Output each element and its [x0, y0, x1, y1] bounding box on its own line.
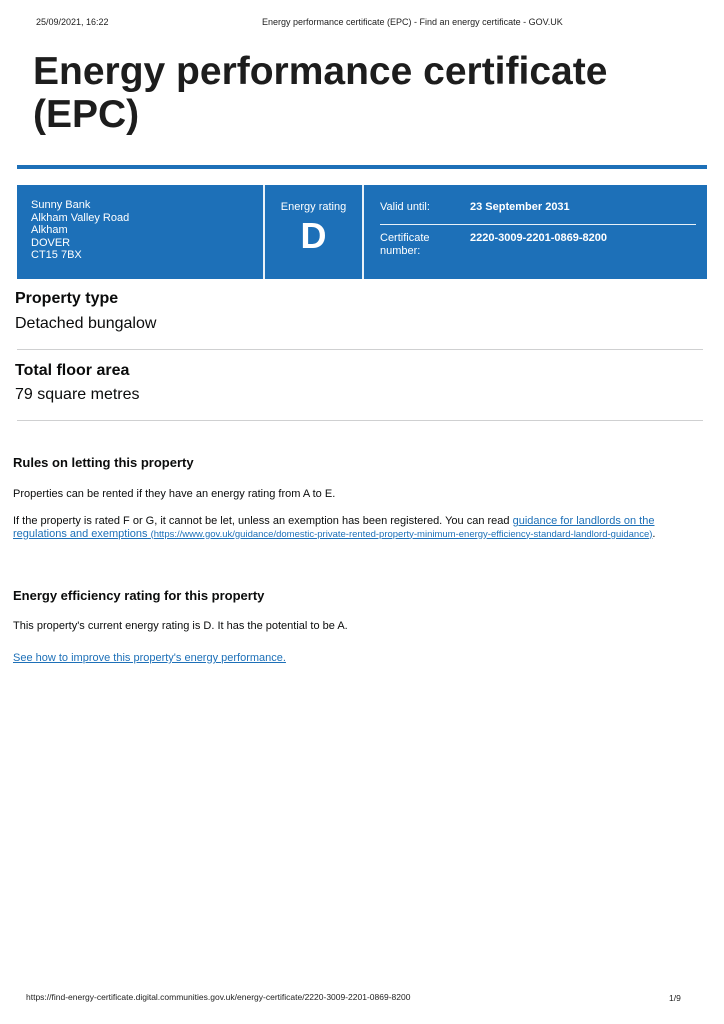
- landlord-guidance-link-url-end: guidance): [610, 528, 653, 540]
- sentence-end: .: [652, 527, 656, 540]
- certificate-number-value: 2220-3009-2201-0869-8200: [470, 232, 608, 244]
- address-line-2: Alkham Valley Road: [31, 211, 130, 224]
- valid-until-label: Valid until:: [380, 201, 430, 213]
- landlord-guidance-link-text-2: regulations and exemptions: [13, 527, 148, 540]
- details-divider: [380, 224, 696, 225]
- certificate-number-label-cont: number:: [380, 244, 421, 257]
- letting-exemptions-sentence: If the property is rated F or G, it cannot be let, unless an exemption has been registered. You can read: [13, 515, 510, 527]
- property-type-value: Detached bungalow: [15, 315, 157, 332]
- efficiency-text: This property's current energy rating is D. It has the potential to be A.: [13, 620, 348, 632]
- address-postcode: CT15 7BX: [31, 249, 82, 261]
- certificate-summary: [17, 185, 707, 279]
- address-line-1: Sunny Bank: [31, 199, 91, 211]
- address-line-4: DOVER: [31, 236, 71, 249]
- floor-area-heading: Total floor area: [15, 362, 130, 379]
- section-divider: [17, 349, 703, 350]
- title-divider: [17, 165, 707, 169]
- letting-rules-heading: Rules on letting this property: [13, 455, 194, 470]
- print-datetime: 25/09/2021, 16:22: [36, 17, 109, 27]
- print-document-title: Energy performance certificate (EPC) - Find an energy certificate - GOV.UK: [262, 17, 563, 27]
- landlord-guidance-link-url: (https://www.gov.uk/guidance/domestic-private-rented-property-minimum-energy-efficiency-standard-landlord-: [150, 528, 611, 540]
- letting-exemptions-text: [13, 515, 703, 541]
- improve-performance-link[interactable]: See how to improve this property's energy performance.: [13, 652, 286, 664]
- efficiency-heading: Energy efficiency rating for this property: [13, 588, 265, 603]
- footer-url: https://find-energy-certificate.digital.communities.gov.uk/energy-certificate/2220-3009-2201-0869-8200: [26, 992, 411, 1002]
- certificate-number-label: Certificate: [380, 232, 430, 244]
- section-divider: [17, 420, 703, 421]
- valid-until-value: 23 September 2031: [470, 201, 570, 213]
- floor-area-value: 79 square metres: [15, 386, 140, 403]
- page-number: 1/9: [669, 993, 681, 1003]
- address-line-3: Alkham: [31, 224, 68, 236]
- print-header: [0, 17, 724, 31]
- certificate-details: [364, 185, 707, 279]
- energy-rating-panel: [265, 185, 362, 279]
- landlord-guidance-link-text-1: guidance for landlords on the: [512, 515, 655, 527]
- energy-rating-value: D: [300, 215, 327, 256]
- property-address: [17, 185, 263, 279]
- energy-rating-label: Energy rating: [280, 201, 347, 213]
- page-title: Energy performance certificate (EPC): [33, 50, 608, 136]
- property-type-heading: Property type: [15, 290, 119, 307]
- letting-rules-text: Properties can be rented if they have an energy rating from A to E.: [13, 488, 336, 500]
